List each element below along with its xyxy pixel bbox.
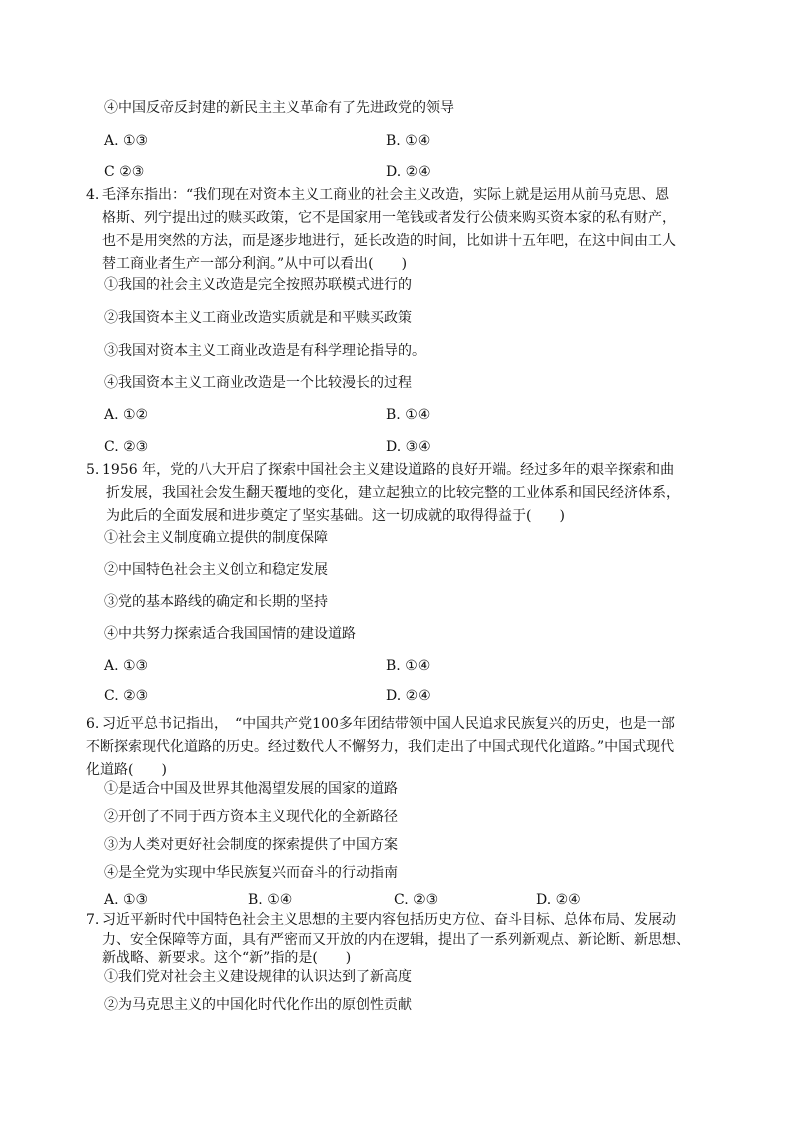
q5-stem-line: 1956 年，党的八大开启了探索中国社会主义建设道路的良好开端。经过多年的艰辛探索和曲 xyxy=(102,462,675,478)
q3-option-4: ④中国反帝反封建的新民主主义革命有了先进政党的领导 xyxy=(104,100,454,116)
q6-choice-c: C. ②③ xyxy=(394,892,439,908)
q6-stem-line: 习近平总书记指出， “中国共产党100多年团结带领中国人民追求民族复兴的历史，也是一部 xyxy=(102,716,675,732)
q7-number: 7. xyxy=(86,912,100,928)
q6-stem-line: 不断探索现代化道路的历史。经过数代人不懈努力，我们走出了中国式现代化道路。”中国式现代 xyxy=(86,739,675,755)
q4-stem-line: 格斯、列宁提出过的赎买政策，它不是国家用一笔钱或者发行公债来购买资本家的私有财产， xyxy=(102,210,676,226)
q4-option-4: ④我国资本主义工商业改造是一个比较漫长的过程 xyxy=(104,375,412,391)
q5-stem-line: 折发展，我国社会发生翻天覆地的变化，建立起独立的比较完整的工业体系和国民经济体系， xyxy=(106,485,680,501)
q5-choice-b: B. ①④ xyxy=(386,658,431,674)
q7-option-1: ①我们党对社会主义建设规律的认识达到了新高度 xyxy=(104,969,412,985)
q7-stem-line: 新战略、新要求。这个“新”指的是( ) xyxy=(102,950,352,966)
q6-option-3: ③为人类对更好社会制度的探索提供了中国方案 xyxy=(104,837,398,853)
q3-choice-a: A. ①③ xyxy=(104,133,149,149)
q5-choice-c: C. ②③ xyxy=(104,688,149,704)
q4-choice-b: B. ①④ xyxy=(386,407,431,423)
q5-option-1: ①社会主义制度确立提供的制度保障 xyxy=(104,530,328,546)
q4-choice-c: C. ②③ xyxy=(104,439,149,455)
q6-stem-line: 化道路( ) xyxy=(86,762,167,778)
q7-stem-line: 力、安全保障等方面，具有严密而又开放的内在逻辑，提出了一系列新观点、新论断、新思想、 xyxy=(102,932,690,948)
q6-choice-b: B. ①④ xyxy=(248,892,293,908)
q4-stem-line: 毛泽东指出：“我们现在对资本主义工商业的社会主义改造，实际上就是运用从前马克思、恩 xyxy=(102,187,670,203)
q4-choice-d: D. ③④ xyxy=(386,439,431,455)
q6-option-4: ④是全党为实现中华民族复兴而奋斗的行动指南 xyxy=(104,865,398,881)
q5-stem-line: 为此后的全面发展和进步奠定了坚实基础。这一切成就的取得得益于( ) xyxy=(106,508,565,524)
q5-option-4: ④中共努力探索适合我国国情的建设道路 xyxy=(104,626,356,642)
q5-option-2: ②中国特色社会主义创立和稳定发展 xyxy=(104,562,328,578)
q4-choice-a: A. ①② xyxy=(104,407,149,423)
q6-choice-d: D. ②④ xyxy=(536,892,581,908)
q5-choice-d: D. ②④ xyxy=(386,688,431,704)
q3-choice-c: C ②③ xyxy=(104,164,145,180)
q6-option-1: ①是适合中国及世界其他渴望发展的国家的道路 xyxy=(104,781,398,797)
q5-option-3: ③党的基本路线的确定和长期的坚持 xyxy=(104,594,328,610)
q3-choice-d: D. ②④ xyxy=(386,164,431,180)
q4-stem-line: 替工商业者生产一部分利润。”从中可以看出( ) xyxy=(102,256,408,272)
q4-option-3: ③我国对资本主义工商业改造是有科学理论指导的。 xyxy=(104,343,426,359)
q4-option-2: ②我国资本主义工商业改造实质就是和平赎买政策 xyxy=(104,310,412,326)
q5-number: 5. xyxy=(86,462,100,478)
q5-choice-a: A. ①③ xyxy=(104,658,149,674)
q4-number: 4. xyxy=(86,187,100,203)
q7-option-2: ②为马克思主义的中国化时代化作出的原创性贡献 xyxy=(104,997,412,1013)
q7-stem-line: 习近平新时代中国特色社会主义思想的主要内容包括历史方位、奋斗目标、总体布局、发展动 xyxy=(102,912,676,928)
q6-choice-a: A. ①③ xyxy=(104,892,149,908)
q4-stem-line: 也不是用突然的方法，而是逐步地进行，延长改造的时间，比如讲十五年吧，在这中间由工人 xyxy=(102,233,676,249)
q6-number: 6. xyxy=(86,716,100,732)
q3-choice-b: B. ①④ xyxy=(386,133,431,149)
q6-option-2: ②开创了不同于西方资本主义现代化的全新路径 xyxy=(104,809,398,825)
q4-option-1: ①我国的社会主义改造是完全按照苏联模式进行的 xyxy=(104,277,412,293)
